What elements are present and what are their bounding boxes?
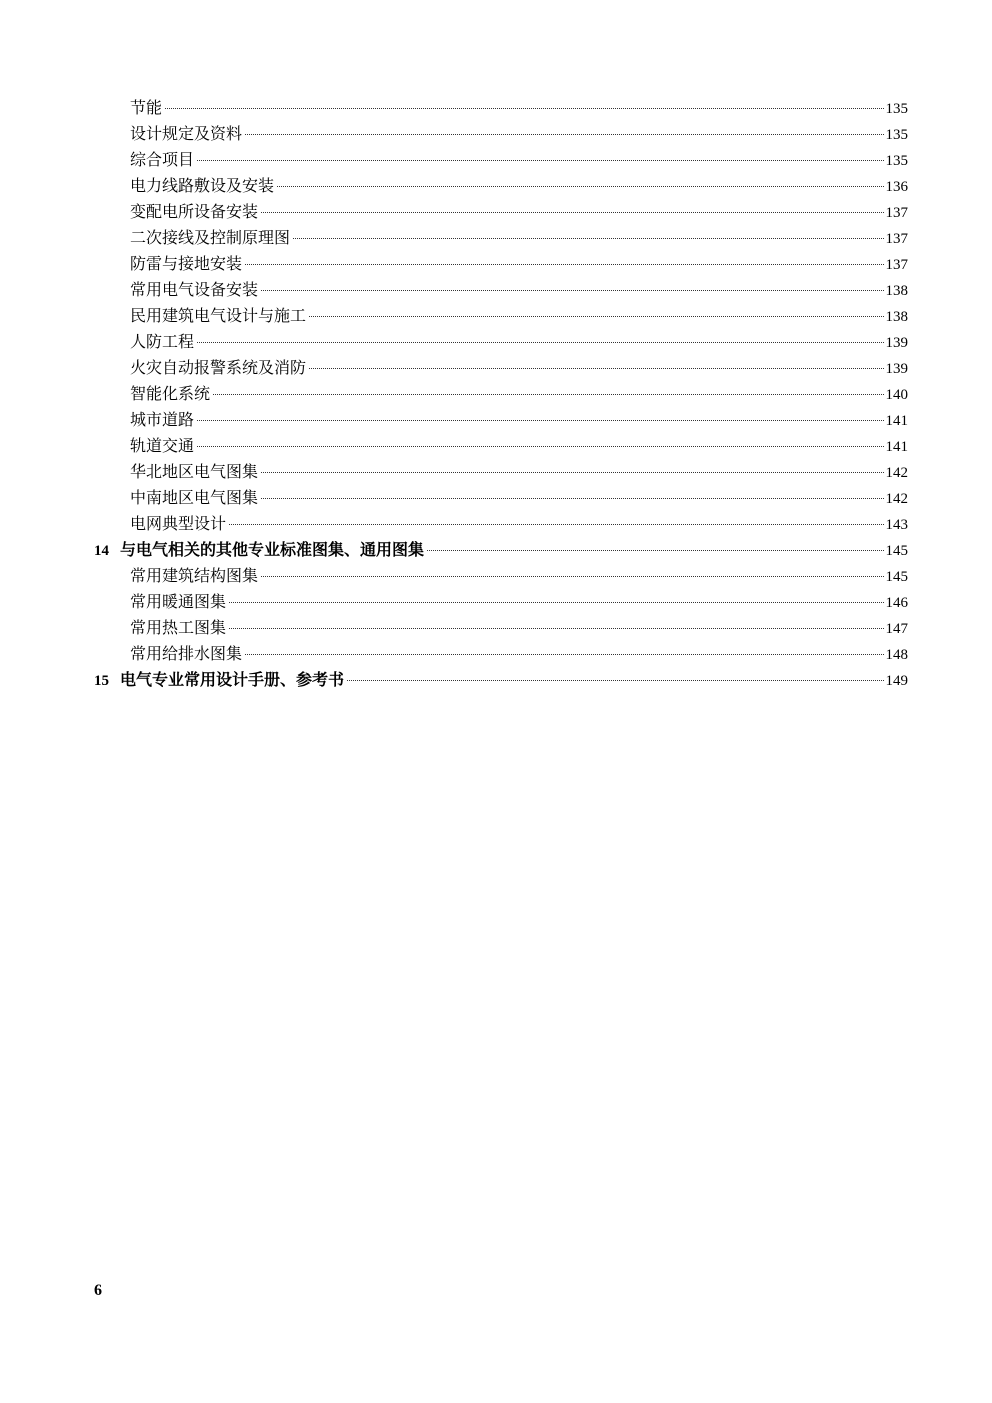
toc-entry-page: 149 bbox=[885, 673, 908, 689]
toc-section-entry[interactable] bbox=[94, 147, 908, 173]
toc-section-entry[interactable] bbox=[94, 615, 908, 641]
toc-dot-leader bbox=[245, 133, 883, 135]
toc-section-entry[interactable] bbox=[94, 589, 908, 615]
toc-dot-leader bbox=[309, 367, 883, 369]
toc-entry-page: 137 bbox=[885, 257, 908, 273]
toc-entry-page: 139 bbox=[885, 335, 908, 351]
toc-entry-title: 二次接线及控制原理图 bbox=[130, 228, 291, 247]
toc-entry-page: 136 bbox=[885, 179, 908, 195]
toc-section-entry[interactable] bbox=[94, 641, 908, 667]
toc-entry-title: 节能 bbox=[130, 98, 163, 117]
toc-dot-leader bbox=[229, 601, 883, 603]
toc-entry-page: 145 bbox=[885, 569, 908, 585]
toc-entry-page: 142 bbox=[885, 465, 908, 481]
toc-entry-title: 常用热工图集 bbox=[130, 618, 227, 637]
toc-entry-title: 与电气相关的其他专业标准图集、通用图集 bbox=[120, 540, 425, 559]
toc-entry-title: 电网典型设计 bbox=[130, 514, 227, 533]
toc-section-entry[interactable] bbox=[94, 121, 908, 147]
toc-entry-title: 火灾自动报警系统及消防 bbox=[130, 358, 307, 377]
toc-section-entry[interactable] bbox=[94, 563, 908, 589]
toc-dot-leader bbox=[229, 523, 883, 525]
table-of-contents bbox=[94, 95, 908, 693]
toc-section-entry[interactable] bbox=[94, 199, 908, 225]
toc-entry-page: 141 bbox=[885, 439, 908, 455]
toc-entry-title: 人防工程 bbox=[130, 332, 195, 351]
toc-entry-title: 民用建筑电气设计与施工 bbox=[130, 306, 307, 325]
toc-entry-page: 142 bbox=[885, 491, 908, 507]
toc-dot-leader bbox=[261, 471, 883, 473]
toc-entry-title: 电气专业常用设计手册、参考书 bbox=[120, 670, 345, 689]
toc-entry-page: 141 bbox=[885, 413, 908, 429]
toc-entry-title: 综合项目 bbox=[130, 150, 195, 169]
toc-entry-page: 139 bbox=[885, 361, 908, 377]
toc-section-entry[interactable] bbox=[94, 303, 908, 329]
toc-section-entry[interactable] bbox=[94, 459, 908, 485]
toc-dot-leader bbox=[213, 393, 883, 395]
toc-section-entry[interactable] bbox=[94, 407, 908, 433]
toc-dot-leader bbox=[261, 575, 883, 577]
toc-dot-leader bbox=[229, 627, 883, 629]
toc-chapter-entry[interactable] bbox=[94, 667, 908, 693]
toc-dot-leader bbox=[347, 679, 883, 681]
toc-dot-leader bbox=[293, 237, 883, 239]
toc-section-entry[interactable] bbox=[94, 251, 908, 277]
toc-section-entry[interactable] bbox=[94, 173, 908, 199]
toc-dot-leader bbox=[309, 315, 883, 317]
toc-section-entry[interactable] bbox=[94, 329, 908, 355]
toc-entry-title: 电力线路敷设及安装 bbox=[130, 176, 275, 195]
toc-entry-page: 135 bbox=[885, 101, 908, 117]
page-number: 6 bbox=[94, 1282, 102, 1299]
toc-entry-page: 135 bbox=[885, 153, 908, 169]
toc-dot-leader bbox=[261, 289, 883, 291]
toc-entry-title: 中南地区电气图集 bbox=[130, 488, 259, 507]
toc-dot-leader bbox=[197, 341, 883, 343]
toc-section-entry[interactable] bbox=[94, 355, 908, 381]
toc-chapter-number: 14 bbox=[94, 543, 109, 559]
toc-entry-page: 138 bbox=[885, 283, 908, 299]
toc-section-entry[interactable] bbox=[94, 277, 908, 303]
toc-dot-leader bbox=[245, 653, 883, 655]
toc-entry-title: 华北地区电气图集 bbox=[130, 462, 259, 481]
toc-entry-title: 轨道交通 bbox=[130, 436, 195, 455]
toc-entry-page: 135 bbox=[885, 127, 908, 143]
toc-entry-page: 138 bbox=[885, 309, 908, 325]
toc-entry-page: 145 bbox=[885, 543, 908, 559]
toc-entry-page: 146 bbox=[885, 595, 908, 611]
toc-entry-page: 137 bbox=[885, 231, 908, 247]
toc-entry-title: 常用暖通图集 bbox=[130, 592, 227, 611]
toc-section-entry[interactable] bbox=[94, 485, 908, 511]
toc-entry-page: 137 bbox=[885, 205, 908, 221]
toc-entry-title: 智能化系统 bbox=[130, 384, 211, 403]
toc-entry-title: 常用电气设备安装 bbox=[130, 280, 259, 299]
toc-chapter-entry[interactable] bbox=[94, 537, 908, 563]
toc-dot-leader bbox=[277, 185, 883, 187]
toc-entry-title: 常用建筑结构图集 bbox=[130, 566, 259, 585]
toc-dot-leader bbox=[261, 211, 883, 213]
toc-entry-title: 设计规定及资料 bbox=[130, 124, 243, 143]
toc-dot-leader bbox=[197, 419, 883, 421]
toc-section-entry[interactable] bbox=[94, 381, 908, 407]
toc-section-entry[interactable] bbox=[94, 433, 908, 459]
toc-section-entry[interactable] bbox=[94, 95, 908, 121]
toc-entry-title: 常用给排水图集 bbox=[130, 644, 243, 663]
toc-entry-page: 147 bbox=[885, 621, 908, 637]
toc-entry-page: 140 bbox=[885, 387, 908, 403]
toc-dot-leader bbox=[165, 107, 883, 109]
toc-entry-page: 143 bbox=[885, 517, 908, 533]
toc-entry-page: 148 bbox=[885, 647, 908, 663]
toc-chapter-number: 15 bbox=[94, 673, 109, 689]
toc-entry-title: 防雷与接地安装 bbox=[130, 254, 243, 273]
toc-dot-leader bbox=[427, 549, 883, 551]
toc-dot-leader bbox=[197, 445, 883, 447]
toc-section-entry[interactable] bbox=[94, 511, 908, 537]
toc-dot-leader bbox=[245, 263, 883, 265]
toc-dot-leader bbox=[197, 159, 883, 161]
toc-dot-leader bbox=[261, 497, 883, 499]
toc-entry-title: 城市道路 bbox=[130, 410, 195, 429]
toc-section-entry[interactable] bbox=[94, 225, 908, 251]
toc-entry-title: 变配电所设备安装 bbox=[130, 202, 259, 221]
